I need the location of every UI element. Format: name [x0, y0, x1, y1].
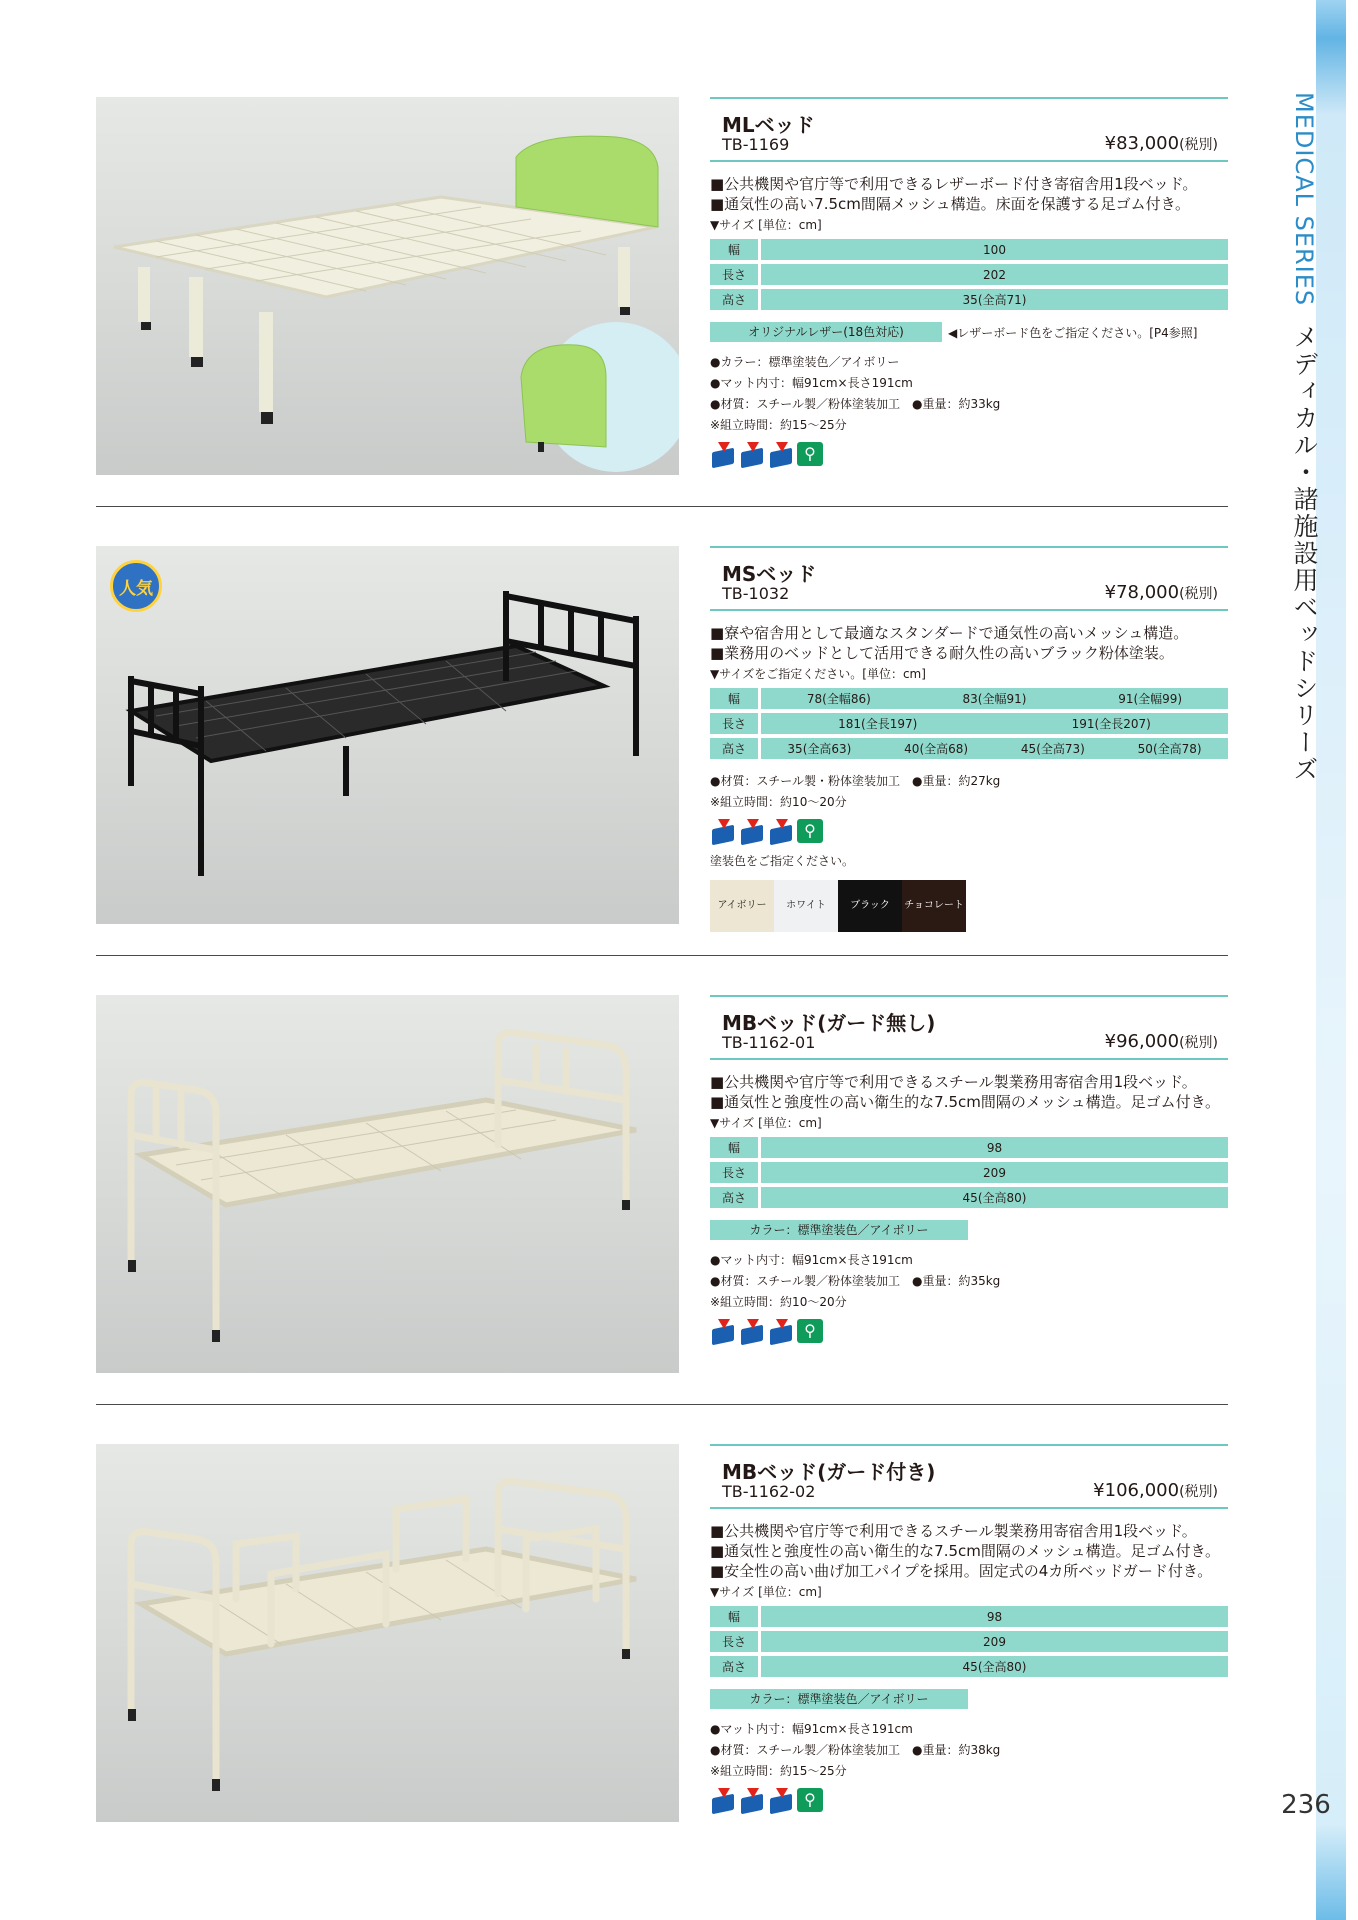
size-row-width	[710, 688, 1228, 709]
row-value: 45(全高73)	[1020, 742, 1085, 756]
size-label: ▼サイズ [単位：cm]	[710, 1585, 822, 1599]
price-value: ¥83,000	[1104, 133, 1180, 154]
spec-line: ●カラー：標準塗装色／アイボリー	[710, 355, 900, 369]
product-info	[710, 1444, 1228, 1814]
spec-line: ●材質：スチール製／粉体塗装加工 ●重量：約38kg	[710, 1743, 1001, 1757]
price-tax: (税別)	[1179, 137, 1218, 153]
delivery-box-icon	[710, 1788, 736, 1812]
swatch-black[interactable]: ブラック	[838, 880, 902, 932]
delivery-box-icon	[768, 1788, 794, 1812]
product-price	[1105, 133, 1218, 154]
product-price	[1093, 1480, 1218, 1501]
product-info	[710, 995, 1228, 1345]
delivery-box-icon	[739, 819, 765, 843]
product-code: TB-1162-02	[722, 1482, 816, 1501]
size-row-height	[710, 738, 1228, 759]
section-divider	[96, 1404, 1228, 1405]
size-row-height	[710, 1656, 1228, 1677]
delivery-icons	[710, 1319, 1228, 1345]
title-rule	[710, 546, 1228, 548]
desc-line: ■業務用のベッドとして活用できる耐久性の高いブラック粉体塗装。	[710, 644, 1174, 662]
spec-line: ●材質：スチール製・粉体塗装加工 ●重量：約27kg	[710, 774, 1001, 788]
size-row-width	[710, 1137, 1228, 1158]
product-ml-bed	[96, 97, 1228, 477]
title-rule	[710, 995, 1228, 997]
row-value: 191(全長207)	[1071, 717, 1151, 731]
row-header: 長さ	[710, 1162, 758, 1183]
row-value: 35(全高71)	[761, 289, 1228, 310]
leather-tag: オリジナルレザー(18色対応)	[710, 322, 942, 342]
desc-line: ■通気性の高い7.5cm間隔メッシュ構造。床面を保護する足ゴム付き。	[710, 195, 1190, 213]
row-value: 35(全高63)	[787, 742, 852, 756]
product-mb-bed-with-guard	[96, 1444, 1228, 1824]
assembly-tool-icon: ⚲	[797, 1319, 823, 1343]
row-value: 91(全幅99)	[1118, 692, 1183, 706]
row-header: 幅	[710, 688, 758, 709]
price-value: ¥96,000	[1104, 1031, 1180, 1052]
size-row-length	[710, 713, 1228, 734]
series-title-en: MEDICAL SERIES	[1290, 92, 1318, 307]
assembly-tool-icon: ⚲	[797, 442, 823, 466]
size-row-length	[710, 1162, 1228, 1183]
color-tag: カラー：標準塗装色／アイボリー	[710, 1689, 968, 1709]
price-value: ¥106,000	[1093, 1480, 1180, 1501]
row-value: 202	[761, 264, 1228, 285]
spec-line: ※組立時間：約15～25分	[710, 1764, 847, 1778]
title-rule	[710, 1444, 1228, 1446]
size-table	[710, 1602, 1228, 1681]
delivery-box-icon	[768, 819, 794, 843]
size-row-length	[710, 264, 1228, 285]
size-label: ▼サイズ [単位：cm]	[710, 1116, 822, 1130]
page-number: 236	[1281, 1790, 1331, 1820]
row-header: 長さ	[710, 1631, 758, 1652]
popular-badge: 人気	[110, 560, 162, 612]
row-value: 209	[761, 1162, 1228, 1183]
spec-line: ●マット内寸：幅91cm×長さ191cm	[710, 1722, 913, 1736]
row-header: 長さ	[710, 264, 758, 285]
spec-line: ※組立時間：約10～20分	[710, 1295, 847, 1309]
size-label: ▼サイズ [単位：cm]	[710, 218, 822, 232]
desc-line: ■公共機関や官庁等で利用できるスチール製業務用寄宿舎用1段ベッド。	[710, 1522, 1197, 1540]
size-row-width	[710, 1606, 1228, 1627]
spec-line: ●マット内寸：幅91cm×長さ191cm	[710, 1253, 913, 1267]
spec-line: ※組立時間：約10～20分	[710, 795, 847, 809]
product-name: MBベッド(ガード無し)	[722, 1011, 936, 1035]
row-value: 98	[761, 1137, 1228, 1158]
product-code: TB-1032	[722, 584, 790, 603]
delivery-icons	[710, 819, 1228, 845]
assembly-tool-icon: ⚲	[797, 1788, 823, 1812]
price-tax: (税別)	[1179, 586, 1218, 602]
leather-note: ◀レザーボード色をご指定ください。[P4参照]	[948, 326, 1198, 340]
spec-list	[710, 771, 1228, 813]
spec-line: ●材質：スチール製／粉体塗装加工 ●重量：約35kg	[710, 1274, 1001, 1288]
delivery-icons	[710, 1788, 1228, 1814]
spec-list	[710, 1719, 1228, 1782]
spec-list	[710, 1250, 1228, 1313]
delivery-box-icon	[710, 442, 736, 466]
product-price	[1105, 1031, 1218, 1052]
price-value: ¥78,000	[1104, 582, 1180, 603]
product-description	[710, 1521, 1228, 1581]
color-label: 塗装色をご指定ください。	[710, 854, 855, 868]
swatch-chocolate[interactable]: チョコレート	[902, 880, 966, 932]
size-table	[710, 235, 1228, 314]
price-tax: (税別)	[1179, 1035, 1218, 1051]
product-name: MBベッド(ガード付き)	[722, 1460, 936, 1484]
assembly-tool-icon: ⚲	[797, 819, 823, 843]
swatch-white[interactable]: ホワイト	[774, 880, 838, 932]
title-rule	[710, 97, 1228, 99]
series-title-jp: メディカル・諸施設用ベッドシリーズ	[1290, 324, 1319, 784]
spec-line: ●マット内寸：幅91cm×長さ191cm	[710, 376, 913, 390]
row-value: 209	[761, 1631, 1228, 1652]
row-value: 78(全幅86)	[806, 692, 871, 706]
row-value: 50(全高78)	[1137, 742, 1202, 756]
row-header: 高さ	[710, 289, 758, 310]
row-value: 98	[761, 1606, 1228, 1627]
product-photo	[96, 97, 679, 475]
color-swatches	[710, 880, 1228, 932]
delivery-box-icon	[768, 1319, 794, 1343]
product-price	[1105, 582, 1218, 603]
spec-list	[710, 352, 1228, 436]
product-code: TB-1169	[722, 135, 790, 154]
product-ms-bed	[96, 546, 1228, 926]
desc-line: ■公共機関や官庁等で利用できるスチール製業務用寄宿舎用1段ベッド。	[710, 1073, 1197, 1091]
section-divider	[96, 506, 1228, 507]
product-description	[710, 1072, 1228, 1112]
desc-line: ■通気性と強度性の高い衛生的な7.5cm間隔のメッシュ構造。足ゴム付き。	[710, 1093, 1220, 1111]
series-title	[1286, 92, 1322, 784]
product-mb-bed-no-guard	[96, 995, 1228, 1375]
delivery-box-icon	[739, 1319, 765, 1343]
color-tag: カラー：標準塗装色／アイボリー	[710, 1220, 968, 1240]
row-header: 長さ	[710, 713, 758, 734]
size-table	[710, 1133, 1228, 1212]
size-row-height	[710, 1187, 1228, 1208]
spec-line: ※組立時間：約15～25分	[710, 418, 847, 432]
row-header: 幅	[710, 239, 758, 260]
product-photo	[96, 1444, 679, 1822]
size-row-width	[710, 239, 1228, 260]
product-name: MLベッド	[722, 113, 815, 137]
section-divider	[96, 955, 1228, 956]
size-row-height	[710, 289, 1228, 310]
delivery-box-icon	[710, 1319, 736, 1343]
swatch-ivory[interactable]: アイボリー	[710, 880, 774, 932]
delivery-box-icon	[739, 1788, 765, 1812]
ml-bed-illustration	[96, 97, 679, 475]
product-photo	[96, 546, 679, 924]
product-info	[710, 546, 1228, 932]
ms-bed-illustration	[96, 546, 679, 924]
size-row-length	[710, 1631, 1228, 1652]
desc-line: ■通気性と強度性の高い衛生的な7.5cm間隔のメッシュ構造。足ゴム付き。	[710, 1542, 1220, 1560]
product-info	[710, 97, 1228, 468]
product-code: TB-1162-01	[722, 1033, 816, 1052]
row-header: 高さ	[710, 1187, 758, 1208]
price-tax: (税別)	[1179, 1484, 1218, 1500]
delivery-box-icon	[710, 819, 736, 843]
delivery-box-icon	[768, 442, 794, 466]
mb-guard-bed-illustration	[96, 1444, 679, 1822]
spec-line: ●材質：スチール製／粉体塗装加工 ●重量：約33kg	[710, 397, 1001, 411]
row-header: 幅	[710, 1606, 758, 1627]
delivery-box-icon	[739, 442, 765, 466]
row-header: 高さ	[710, 738, 758, 759]
delivery-icons	[710, 442, 1228, 468]
row-header: 高さ	[710, 1656, 758, 1677]
row-header: 幅	[710, 1137, 758, 1158]
row-value: 45(全高80)	[761, 1656, 1228, 1677]
row-value: 83(全幅91)	[962, 692, 1027, 706]
row-value: 181(全長197)	[838, 717, 918, 731]
product-description	[710, 174, 1228, 214]
product-name: MSベッド	[722, 562, 817, 586]
row-value: 40(全高68)	[904, 742, 969, 756]
mb-bed-illustration	[96, 995, 679, 1373]
product-photo	[96, 995, 679, 1373]
row-value: 45(全高80)	[761, 1187, 1228, 1208]
desc-line: ■安全性の高い曲げ加工パイプを採用。固定式の4カ所ベッドガード付き。	[710, 1562, 1213, 1580]
desc-line: ■寮や宿舎用として最適なスタンダードで通気性の高いメッシュ構造。	[710, 624, 1189, 642]
row-value: 100	[761, 239, 1228, 260]
product-description	[710, 623, 1228, 663]
size-table	[710, 684, 1228, 763]
desc-line: ■公共機関や官庁等で利用できるレザーボード付き寄宿舎用1段ベッド。	[710, 175, 1198, 193]
size-label: ▼サイズをご指定ください。[単位：cm]	[710, 667, 926, 681]
